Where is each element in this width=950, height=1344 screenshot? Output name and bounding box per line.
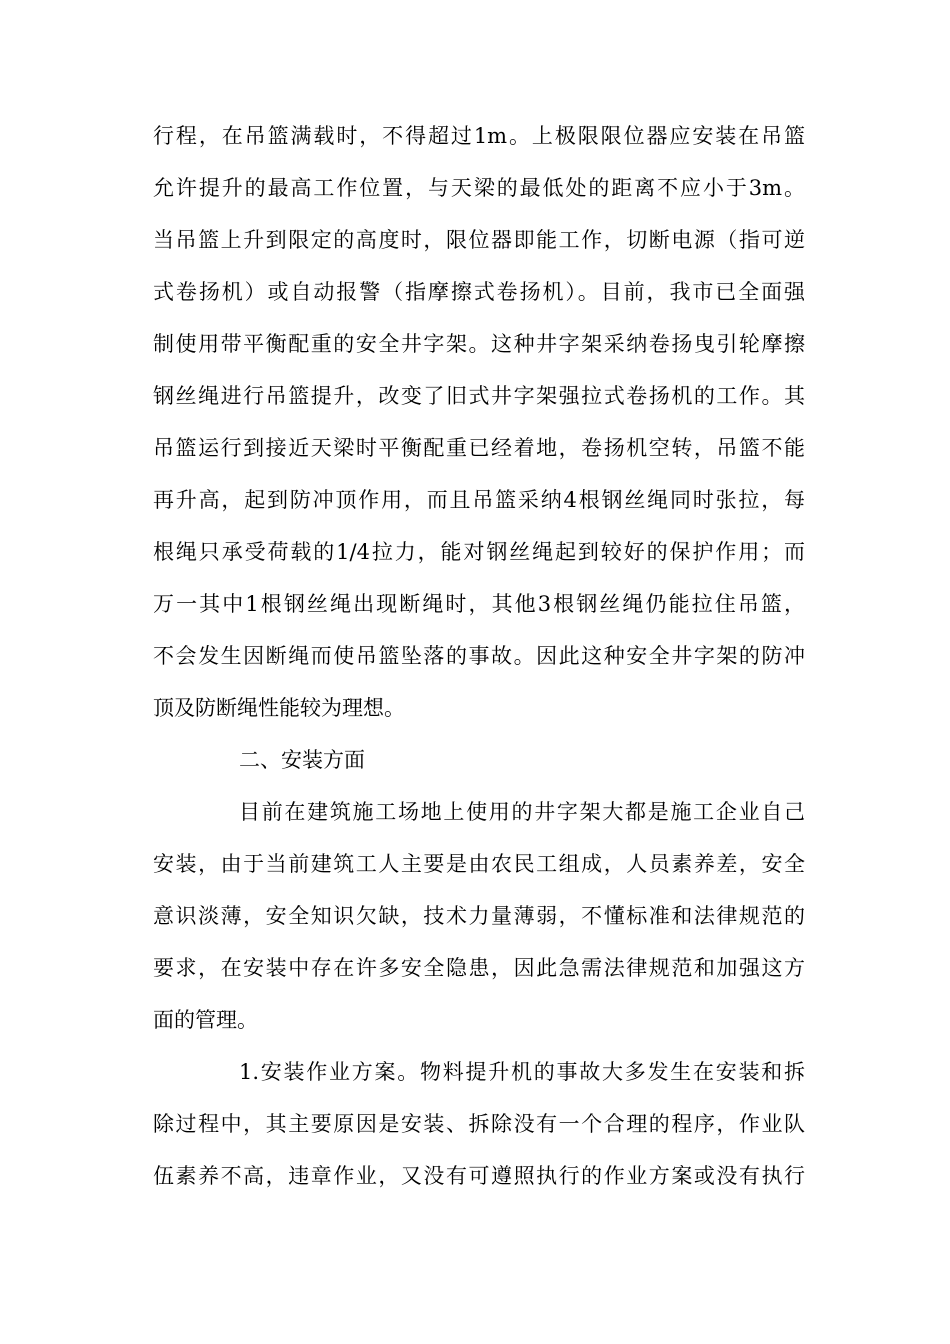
section-heading: 二、安装方面: [239, 748, 365, 772]
paragraph-first-line: 目前在建筑施工场地上使用的井字架大都是施工企业自己: [239, 800, 805, 824]
text-line: 不会发生因断绳而使吊篮坠落的事故。因此这种安全井字架的防冲: [153, 644, 805, 668]
text-line: 当吊篮上升到限定的高度时，限位器即能工作，切断电源（指可逆: [153, 228, 805, 252]
text-line: 要求，在安装中存在许多安全隐患，因此急需法律规范和加强这方: [153, 956, 805, 980]
paragraph-end-line: 顶及防断绳性能较为理想。: [153, 696, 405, 720]
text-line: 万一其中1根钢丝绳出现断绳时，其他3根钢丝绳仍能拉住吊篮，: [153, 592, 805, 616]
body-text: [153, 118, 805, 1210]
text-line: 钢丝绳进行吊篮提升，改变了旧式井字架强拉式卷扬机的工作。其: [153, 384, 805, 408]
text-line: 允许提升的最高工作位置，与天梁的最低处的距离不应小于3m。: [153, 176, 805, 200]
text-line: 意识淡薄，安全知识欠缺，技术力量薄弱，不懂标准和法律规范的: [153, 904, 805, 928]
paragraph-first-line: 1.安装作业方案。物料提升机的事故大多发生在安装和拆: [239, 1060, 805, 1084]
text-line: 伍素养不高，违章作业，又没有可遵照执行的作业方案或没有执行: [153, 1164, 805, 1188]
text-line: 安装，由于当前建筑工人主要是由农民工组成，人员素养差，安全: [153, 852, 805, 876]
text-line: 行程，在吊篮满载时，不得超过1m。上极限限位器应安装在吊篮: [153, 124, 805, 148]
text-line: 再升高，起到防冲顶作用，而且吊篮采纳4根钢丝绳同时张拉，每: [153, 488, 805, 512]
paragraph-end-line: 面的管理。: [153, 1008, 258, 1032]
text-line: 式卷扬机）或自动报警（指摩擦式卷扬机）。目前，我市已全面强: [153, 280, 805, 304]
text-line: 吊篮运行到接近天梁时平衡配重已经着地，卷扬机空转，吊篮不能: [153, 436, 805, 460]
text-line: 根绳只承受荷载的1/4拉力，能对钢丝绳起到较好的保护作用；而: [153, 540, 805, 564]
text-line: 制使用带平衡配重的安全井字架。这种井字架采纳卷扬曳引轮摩擦: [153, 332, 805, 356]
text-line: 除过程中，其主要原因是安装、拆除没有一个合理的程序，作业队: [153, 1112, 805, 1136]
